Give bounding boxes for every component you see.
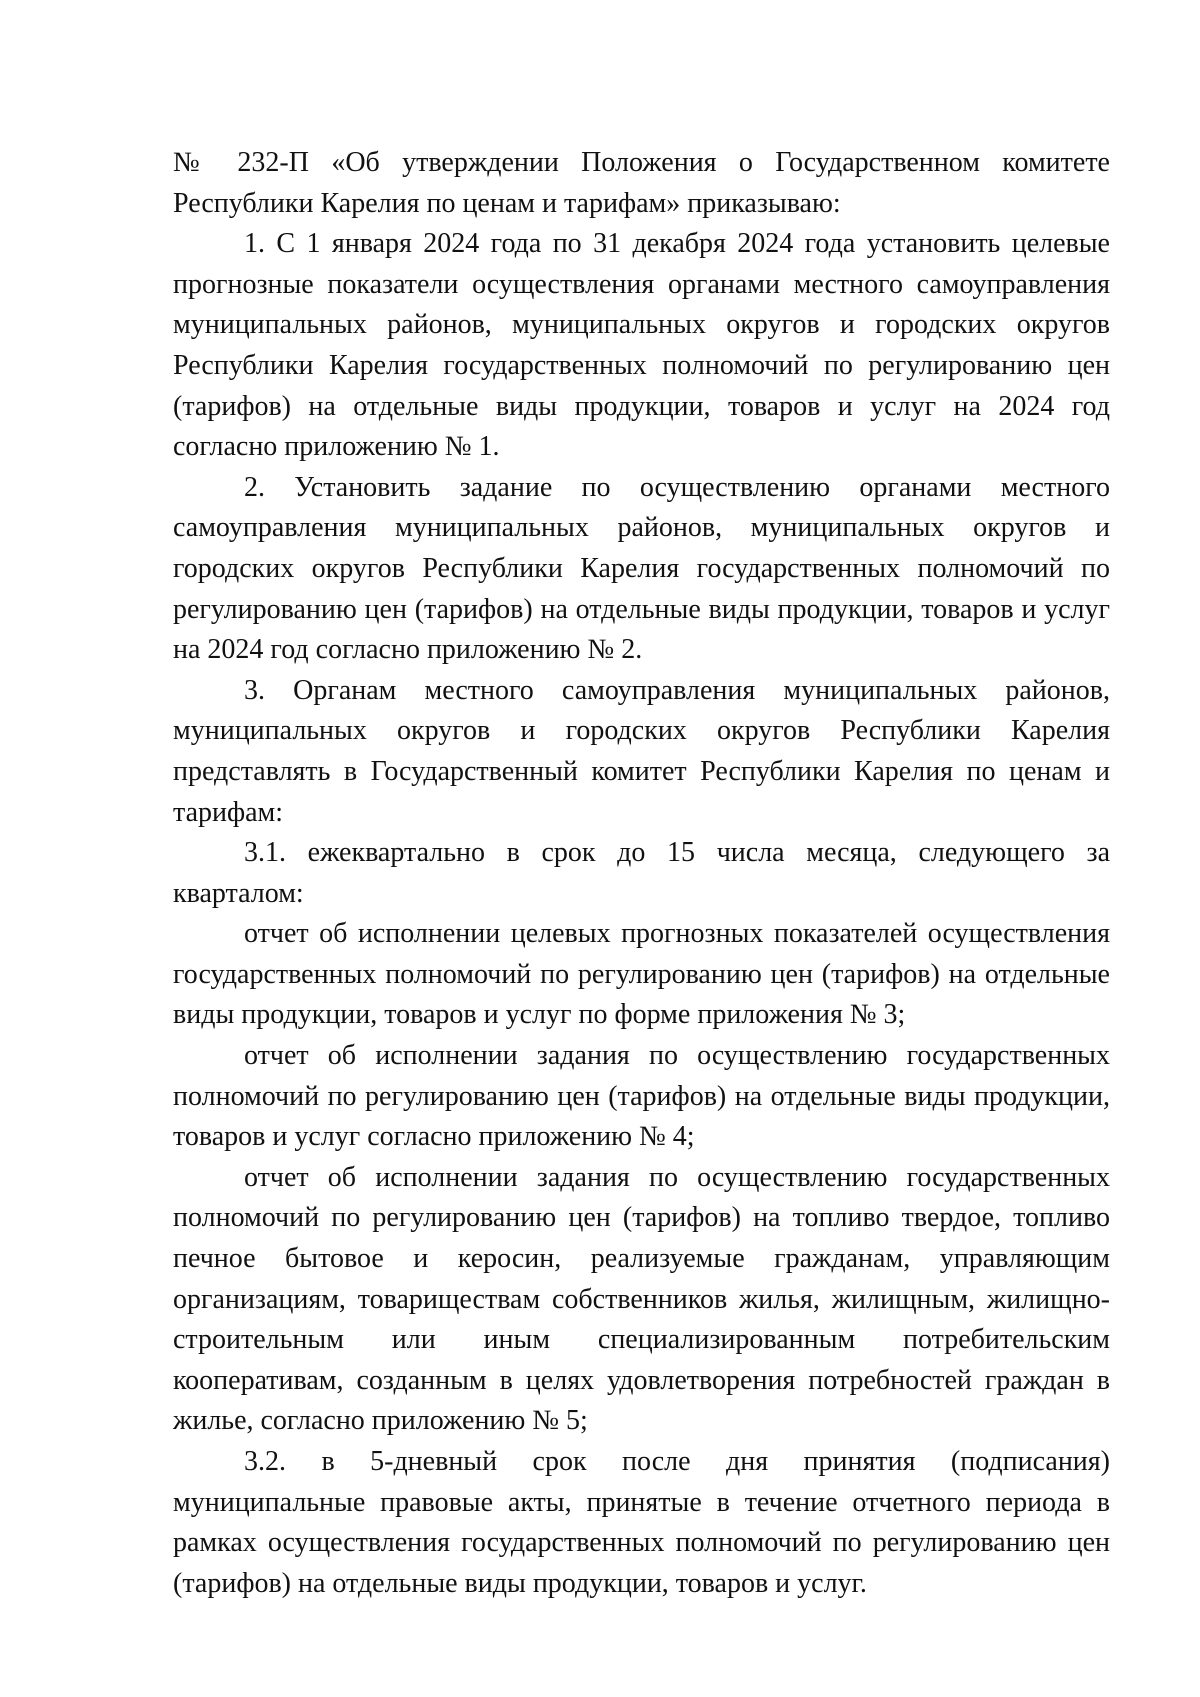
report-task-paragraph: отчет об исполнении задания по осуществлению государственных полномочий по регулированию цен (тарифов) на отдельные виды продукции, товаров и услуг согласно приложению № 4; [173,1040,1110,1153]
item-3-2-paragraph: 3.2. в 5-дневный срок после дня принятия (подписания) муниципальные правовые акты, принятые в течение отчетного периода в рамках осуществления государственных полномочий по регулированию цен (тарифов) на отдельные виды продукции, товаров и услуг. [173,1446,1110,1599]
item-3-1-paragraph: 3.1. ежеквартально в срок до 15 числа месяца, следующего за кварталом: [173,837,1110,909]
report-targets-paragraph: отчет об исполнении целевых прогнозных показателей осуществления государственных полномочий по регулированию цен (тарифов) на отдельные виды продукции, товаров и услуг по форме приложения № 3; [173,918,1110,1031]
preamble-paragraph: № 232-П «Об утверждении Положения о Государственном комитете Республики Карелия по ценам и тарифам» приказываю: [173,147,1110,219]
item-3-paragraph: 3. Органам местного самоуправления муниципальных районов, муниципальных округов и городских округов Республики Карелия представлять в Государственный комитет Республики Карелия по ценам и тарифам: [173,674,1110,828]
item-2-paragraph: 2. Установить задание по осуществлению органами местного самоуправления муниципальных районов, муниципальных округов и городских округов Республики Карелия государственных полномочий по регулированию цен (тарифов) на отдельные виды продукции, товаров и услуг на 2024 год согласно приложению № 2. [173,471,1110,666]
report-fuel-paragraph: отчет об исполнении задания по осуществлению государственных полномочий по регулированию цен (тарифов) на топливо твердое, топливо печное бытовое и керосин, реализуемые гражданам, управляющим организациям, товариществам собственников жилья, жилищным, жилищно-строительным или иным специализированным потребительским кооперативам, созданным в целях удовлетворения потребностей граждан в жилье, согласно приложению № 5; [173,1161,1110,1437]
item-1-paragraph: 1. С 1 января 2024 года по 31 декабря 2024 года установить целевые прогнозные показатели осуществления органами местного самоуправления муниципальных районов, муниципальных округов и городских округов Республики Карелия государственных полномочий по регулированию цен (тарифов) на отдельные виды продукции, товаров и услуг на 2024 год согласно приложению № 1. [173,228,1110,463]
